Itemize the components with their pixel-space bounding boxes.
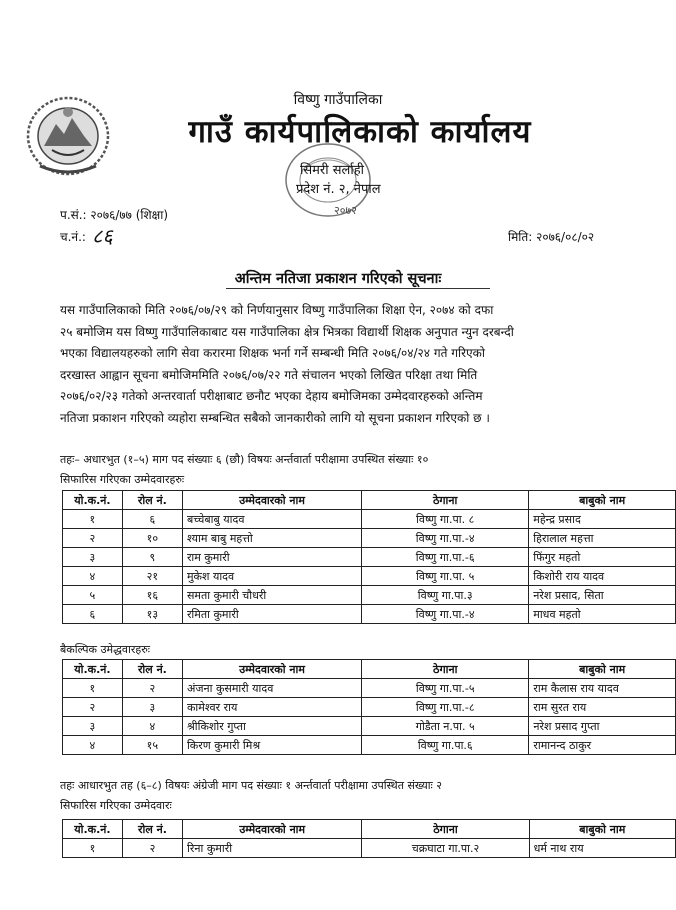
column-header: यो.क.नं. <box>63 660 123 679</box>
table-cell: ३ <box>122 698 182 717</box>
table-row <box>63 605 676 624</box>
table-cell: समता कुमारी चौधरी <box>182 586 361 605</box>
table-row <box>63 698 676 717</box>
table-cell: ३ <box>63 548 123 567</box>
table-cell: बच्चेबाबु यादव <box>182 510 361 529</box>
column-header: ठेगाना <box>362 820 529 839</box>
table-cell: ६ <box>63 605 123 624</box>
table-row <box>63 586 676 605</box>
column-header: बाबुको नाम <box>529 820 675 839</box>
table-cell: चक्रघाटा गा.पा.२ <box>362 839 529 858</box>
section1-info: तहः– अधारभुत (१–५) माग पद संख्याः ६ (छौ) विषयः अर्न्तवार्ता परीक्षामा उपस्थित संख्याः १० <box>60 453 429 466</box>
table-cell: १ <box>63 510 123 529</box>
title-underline <box>226 288 490 289</box>
column-header: उम्मेदवारको नाम <box>182 660 361 679</box>
table-cell: विष्णु गा.पा.-६ <box>362 548 529 567</box>
table-cell: १० <box>122 529 182 548</box>
column-header: यो.क.नं. <box>63 491 123 510</box>
table-cell: विष्णु गा.पा.-५ <box>362 679 529 698</box>
office-title: गाउँ कार्यपालिकाको कार्यालय <box>188 114 532 150</box>
paragraph-line: नतिजा प्रकाशन गरिएको व्यहोरा सम्बन्धित सबैको जानकारीको लागि यो सूचना प्रकाशन गरिएको छ । <box>60 410 490 425</box>
paragraph-line: दरखास्त आह्वान सूचना बमोजिममिति २०७६/०७/२२ गते संचालन भएको लिखित परिक्षा तथा मिति <box>60 367 478 382</box>
table-row <box>63 567 676 586</box>
table-cell: २ <box>122 839 182 858</box>
table-cell: मुकेश यादव <box>182 567 361 586</box>
table-cell: किरण कुमारी मिश्र <box>182 736 361 755</box>
table-cell: विष्णु गा.पा.-४ <box>362 529 529 548</box>
stamp-year: २०७२ <box>334 204 357 217</box>
table-cell: राम कुमारी <box>182 548 361 567</box>
recommended-candidates-table <box>62 490 676 624</box>
table-cell: अंजना कुसमारी यादव <box>182 679 361 698</box>
table-cell: २ <box>122 679 182 698</box>
table-cell: रिना कुमारी <box>183 839 362 858</box>
table-cell: माधव महतो <box>529 605 676 624</box>
table-cell: १ <box>63 839 123 858</box>
table-row <box>63 548 676 567</box>
section2-info: तहः आधारभुत तह (६–८) विषयः अंग्रेजी माग पद संख्याः १ अर्न्तवार्ता परीक्षामा उपस्थित संख्याः २ <box>60 779 442 792</box>
section1-recommended-label: सिफारिस गरिएका उम्मेदवारहरुः <box>60 473 185 486</box>
table-row <box>63 529 676 548</box>
column-header: ठेगाना <box>362 491 529 510</box>
table-cell: नरेश प्रसाद, सिता <box>529 586 676 605</box>
table-cell: हिरालाल महत्ता <box>529 529 676 548</box>
table-cell: महेन्द्र प्रसाद <box>529 510 676 529</box>
table-cell: श्रीकिशोर गुप्ता <box>182 717 361 736</box>
table-cell: १६ <box>122 586 182 605</box>
table-cell: ३ <box>63 717 123 736</box>
table-cell: १५ <box>122 736 182 755</box>
column-header: उम्मेदवारको नाम <box>182 491 361 510</box>
address-line-2: प्रदेश नं. २, नेपाल <box>296 182 381 197</box>
table-cell: ४ <box>63 567 123 586</box>
paragraph-line: २०७६/०२/२३ गतेको अन्तरवार्ता परीक्षाबाट छनौट भएका देहाय बमोजिमका उम्मेदवारहरुको अन्तिम <box>60 389 483 404</box>
office-subtitle: विष्णु गाउँपालिका <box>293 92 383 108</box>
section2-candidates-table <box>62 819 676 858</box>
dispatch-label: च.नं.: <box>60 230 86 244</box>
table-row <box>63 736 676 755</box>
table-cell: २१ <box>122 567 182 586</box>
column-header: रोल नं. <box>122 660 182 679</box>
dispatch-number: ८६ <box>92 224 113 248</box>
table-cell: फिंगुर महतो <box>529 548 676 567</box>
paragraph-line: यस गाउँपालिकाको मिति २०७६/०७/२९ को निर्णयानुसार विष्णु गाउँपालिका शिक्षा ऐन, २०७४ को दफा <box>60 303 494 317</box>
reference-number: प.सं.: २०७६/७७ (शिक्षा) <box>60 208 169 222</box>
table-cell: २ <box>63 529 123 548</box>
table-header-row <box>63 491 676 510</box>
table-cell: नरेश प्रसाद गुप्ता <box>529 717 676 736</box>
table-cell: ४ <box>122 717 182 736</box>
table-cell: विष्णु गा.पा.-८ <box>362 698 529 717</box>
alternate-candidates-table <box>62 659 676 755</box>
table-cell: विष्णु गा.पा.३ <box>362 586 529 605</box>
table-cell: राम कैलास राय यादव <box>529 679 676 698</box>
address-line-1: सिमरी सर्लाही <box>300 163 364 178</box>
notice-paragraph <box>60 300 628 430</box>
column-header: बाबुको नाम <box>529 491 676 510</box>
table-cell: ९ <box>122 548 182 567</box>
table-cell: १३ <box>122 605 182 624</box>
table-cell: ४ <box>63 736 123 755</box>
table-cell: विष्णु गा.पा.६ <box>362 736 529 755</box>
table-row <box>63 510 676 529</box>
section1-alternate-label: बैकल्पिक उमेद्धवारहरुः <box>60 643 150 656</box>
table-cell: किशोरी राय यादव <box>529 567 676 586</box>
table-row <box>63 679 676 698</box>
column-header: ठेगाना <box>362 660 529 679</box>
notice-title: अन्तिम नतिजा प्रकाशन गरिएको सूचनाः <box>234 271 442 287</box>
column-header: रोल नं. <box>122 491 182 510</box>
column-header: बाबुको नाम <box>529 660 676 679</box>
table-cell: राम सुरत राय <box>529 698 676 717</box>
table-cell: रामानन्द ठाकुर <box>529 736 676 755</box>
table-header-row <box>63 820 676 839</box>
section2-recommended-label: सिफारिस गरिएका उम्मेदवारः <box>60 799 172 812</box>
table-cell: ६ <box>122 510 182 529</box>
table-cell: १ <box>63 679 123 698</box>
table-cell: गोडैता न.पा. ५ <box>362 717 529 736</box>
table-row <box>63 839 676 858</box>
table-cell: ५ <box>63 586 123 605</box>
table-header-row <box>63 660 676 679</box>
table-cell: विष्णु गा.पा. ८ <box>362 510 529 529</box>
column-header: यो.क.नं. <box>63 820 123 839</box>
column-header: उम्मेदवारको नाम <box>183 820 362 839</box>
table-cell: विष्णु गा.पा. ५ <box>362 567 529 586</box>
table-cell: कामेश्वर राय <box>182 698 361 717</box>
notice-date: मिति: २०७६/०८/०२ <box>508 230 595 244</box>
table-row <box>63 717 676 736</box>
column-header: रोल नं. <box>122 820 182 839</box>
table-cell: विष्णु गा.पा.-४ <box>362 605 529 624</box>
table-cell: रमिता कुमारी <box>182 605 361 624</box>
paragraph-line: भएका विद्यालयहरुको लागि सेवा करारमा शिक्षक भर्ना गर्ने सम्बन्धी मिति २०७६/०४/२४ गते गरिएको <box>60 346 485 361</box>
paragraph-line: २५ बमोजिम यस विष्णु गाउँपालिकाबाट यस गाउँपालिका क्षेत्र भित्रका विद्यार्थी शिक्षक अनुपात न्युन दरबन्दी <box>60 324 514 339</box>
table-cell: धर्म नाथ राय <box>529 839 675 858</box>
table-cell: श्याम बाबु महत्तो <box>182 529 361 548</box>
table-cell: २ <box>63 698 123 717</box>
